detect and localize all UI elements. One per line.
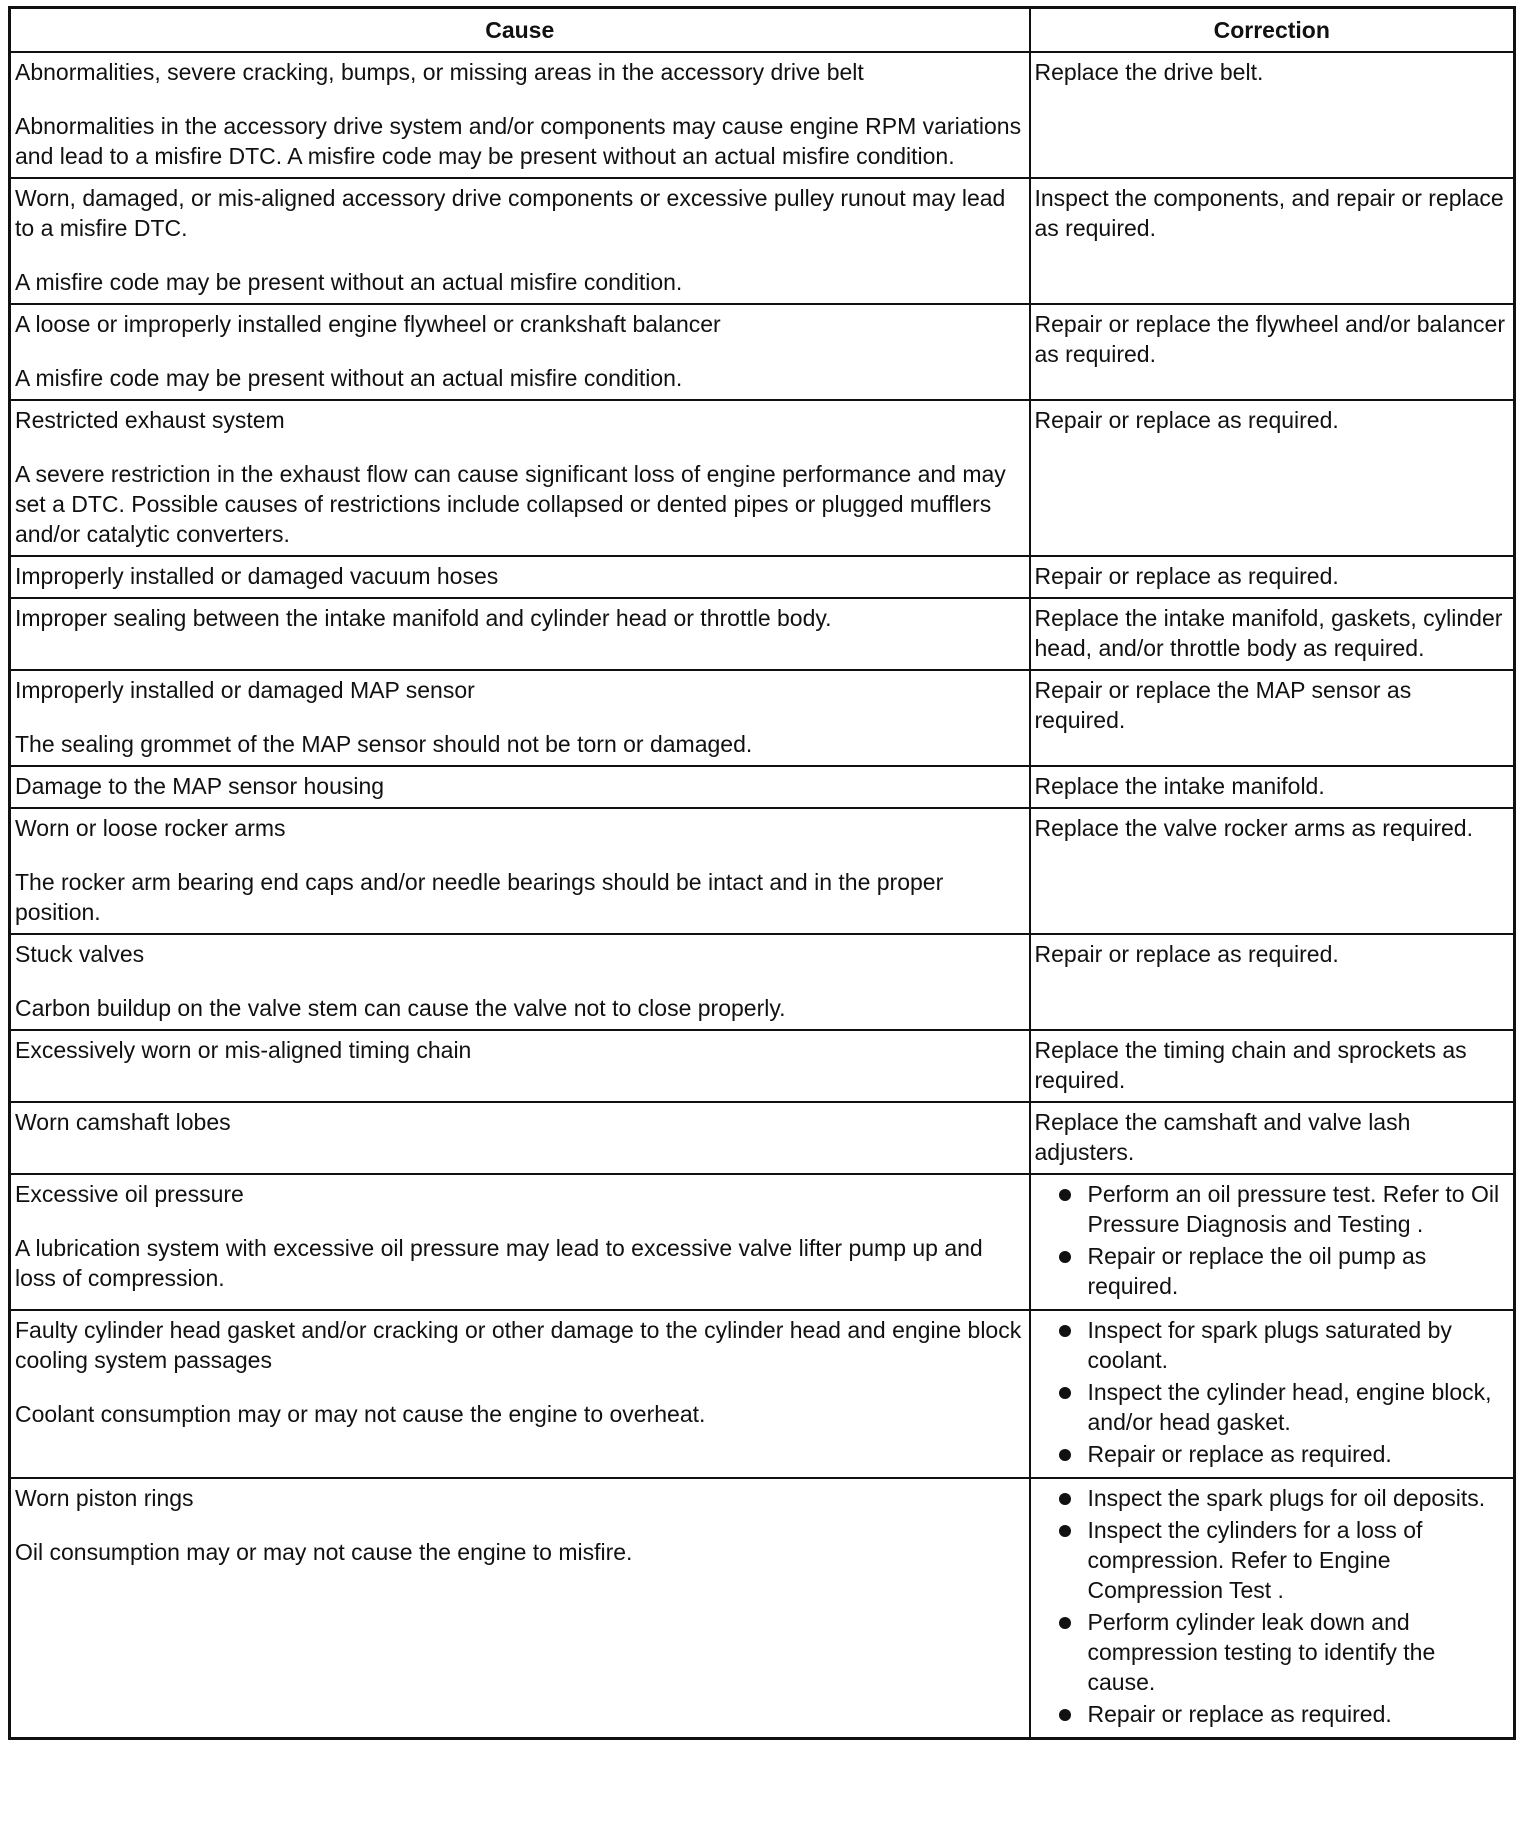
correction-text: Replace the drive belt. (1034, 59, 1264, 85)
correction-list (1035, 1483, 1508, 1729)
correction-text: Repair or replace the flywheel and/or balancer as required. (1034, 311, 1505, 367)
correction-cell (1030, 1310, 1515, 1478)
cause-text: Improper sealing between the intake manifold and cylinder head or throttle body. (15, 605, 832, 631)
correction-cell (1030, 400, 1515, 556)
correction-list-item (1035, 1241, 1508, 1301)
correction-cell (1030, 1030, 1515, 1102)
cause-text: Worn, damaged, or mis-aligned accessory drive components or excessive pulley runout may lead to a misfire DTC. (15, 185, 1006, 241)
cause-note: A severe restriction in the exhaust flow can cause significant loss of engine performance and may set a DTC. Possible causes of restrictions include collapsed or dented pipes or plugged mufflers and/or catalytic converters. (15, 461, 1006, 547)
table-row (10, 598, 1515, 670)
correction-text: Repair or replace as required. (1034, 563, 1339, 589)
cause-text: Excessive oil pressure (15, 1181, 244, 1207)
bullet-icon (1059, 1525, 1071, 1537)
table-body (10, 52, 1515, 1739)
correction-cell (1030, 934, 1515, 1030)
correction-cell (1030, 670, 1515, 766)
correction-cell (1030, 304, 1515, 400)
cause-cell (10, 52, 1030, 178)
cause-cell (10, 400, 1030, 556)
cause-cell (10, 598, 1030, 670)
cause-cell (10, 934, 1030, 1030)
correction-list-item (1035, 1483, 1508, 1513)
table-row (10, 1310, 1515, 1478)
table-row (10, 400, 1515, 556)
correction-list-item (1035, 1179, 1508, 1239)
correction-item-text: Perform cylinder leak down and compression testing to identify the cause. (1087, 1609, 1436, 1695)
cause-cell (10, 556, 1030, 598)
correction-cell (1030, 598, 1515, 670)
cause-note: Carbon buildup on the valve stem can cause the valve not to close properly. (15, 995, 786, 1021)
cause-cell (10, 1310, 1030, 1478)
cause-text: A loose or improperly installed engine flywheel or crankshaft balancer (15, 311, 721, 337)
correction-list-item (1035, 1699, 1508, 1729)
bullet-icon (1059, 1709, 1071, 1721)
correction-text: Repair or replace as required. (1034, 407, 1339, 433)
correction-item-text: Inspect the spark plugs for oil deposits. (1087, 1485, 1486, 1511)
correction-cell (1030, 556, 1515, 598)
cause-note: The sealing grommet of the MAP sensor should not be torn or damaged. (15, 731, 753, 757)
cause-text: Improperly installed or damaged vacuum hoses (15, 563, 499, 589)
cause-note: The rocker arm bearing end caps and/or needle bearings should be intact and in the proper position. (15, 869, 944, 925)
correction-list-item (1035, 1607, 1508, 1697)
table-row (10, 1174, 1515, 1310)
bullet-icon (1059, 1449, 1071, 1461)
table-row (10, 766, 1515, 808)
table-row (10, 52, 1515, 178)
bullet-icon (1059, 1493, 1071, 1505)
correction-list-item (1035, 1439, 1508, 1469)
cause-text: Worn piston rings (15, 1485, 194, 1511)
cause-text: Faulty cylinder head gasket and/or cracking or other damage to the cylinder head and engine block cooling system passages (15, 1317, 1022, 1373)
bullet-icon (1059, 1251, 1071, 1263)
correction-list-item (1035, 1315, 1508, 1375)
bullet-icon (1059, 1387, 1071, 1399)
cause-note: Coolant consumption may or may not cause the engine to overheat. (15, 1401, 706, 1427)
correction-item-text: Inspect the cylinders for a loss of compression. Refer to Engine Compression Test . (1087, 1517, 1423, 1603)
correction-text: Replace the intake manifold, gaskets, cylinder head, and/or throttle body as required. (1034, 605, 1503, 661)
cause-cell (10, 766, 1030, 808)
correction-text: Replace the valve rocker arms as required. (1034, 815, 1473, 841)
correction-text: Replace the intake manifold. (1034, 773, 1325, 799)
correction-text: Repair or replace as required. (1034, 941, 1339, 967)
cause-cell (10, 1478, 1030, 1739)
table-row (10, 808, 1515, 934)
correction-item-text: Perform an oil pressure test. Refer to Oil Pressure Diagnosis and Testing . (1087, 1181, 1500, 1237)
cause-text: Restricted exhaust system (15, 407, 285, 433)
cause-cell (10, 1174, 1030, 1310)
cause-text: Stuck valves (15, 941, 145, 967)
table-row (10, 934, 1515, 1030)
table-row (10, 1102, 1515, 1174)
cause-cell (10, 178, 1030, 304)
table-row (10, 556, 1515, 598)
table-row (10, 178, 1515, 304)
cause-cell (10, 670, 1030, 766)
bullet-icon (1059, 1189, 1071, 1201)
correction-list (1035, 1179, 1508, 1301)
cause-note: A misfire code may be present without an actual misfire condition. (15, 269, 683, 295)
bullet-icon (1059, 1617, 1071, 1629)
correction-text: Replace the camshaft and valve lash adjusters. (1034, 1109, 1411, 1165)
cause-note: A misfire code may be present without an actual misfire condition. (15, 365, 683, 391)
correction-list-item (1035, 1377, 1508, 1437)
correction-item-text: Inspect the cylinder head, engine block, and/or head gasket. (1087, 1379, 1492, 1435)
header-row (10, 8, 1515, 53)
table-row (10, 670, 1515, 766)
correction-cell (1030, 766, 1515, 808)
correction-cell (1030, 178, 1515, 304)
cause-note: Abnormalities in the accessory drive system and/or components may cause engine RPM variations and lead to a misfire DTC. A misfire code may be present without an actual misfire condition. (15, 113, 1022, 169)
correction-item-text: Repair or replace as required. (1087, 1441, 1392, 1467)
correction-column-header: Correction (1030, 8, 1515, 53)
cause-text: Abnormalities, severe cracking, bumps, or missing areas in the accessory drive belt (15, 59, 864, 85)
correction-text: Inspect the components, and repair or replace as required. (1034, 185, 1504, 241)
bullet-icon (1059, 1325, 1071, 1337)
cause-text: Damage to the MAP sensor housing (15, 773, 385, 799)
correction-item-text: Repair or replace the oil pump as required. (1087, 1243, 1427, 1299)
cause-note: A lubrication system with excessive oil pressure may lead to excessive valve lifter pump up and loss of compression. (15, 1235, 983, 1291)
cause-text: Worn camshaft lobes (15, 1109, 231, 1135)
correction-item-text: Repair or replace as required. (1087, 1701, 1392, 1727)
cause-column-header: Cause (10, 8, 1030, 53)
correction-list-item (1035, 1515, 1508, 1605)
correction-text: Replace the timing chain and sprockets as required. (1034, 1037, 1467, 1093)
correction-cell (1030, 808, 1515, 934)
diagnosis-table (8, 6, 1516, 1740)
correction-cell (1030, 1174, 1515, 1310)
table-header (10, 8, 1515, 53)
cause-text: Improperly installed or damaged MAP sensor (15, 677, 475, 703)
correction-list (1035, 1315, 1508, 1469)
table-row (10, 1030, 1515, 1102)
correction-item-text: Inspect for spark plugs saturated by coolant. (1087, 1317, 1452, 1373)
cause-cell (10, 304, 1030, 400)
table-row (10, 1478, 1515, 1739)
cause-cell (10, 808, 1030, 934)
cause-note: Oil consumption may or may not cause the engine to misfire. (15, 1539, 633, 1565)
cause-cell (10, 1102, 1030, 1174)
correction-cell (1030, 1478, 1515, 1739)
cause-cell (10, 1030, 1030, 1102)
correction-cell (1030, 52, 1515, 178)
table-row (10, 304, 1515, 400)
cause-text: Worn or loose rocker arms (15, 815, 286, 841)
correction-cell (1030, 1102, 1515, 1174)
correction-text: Repair or replace the MAP sensor as required. (1034, 677, 1412, 733)
cause-text: Excessively worn or mis-aligned timing chain (15, 1037, 472, 1063)
